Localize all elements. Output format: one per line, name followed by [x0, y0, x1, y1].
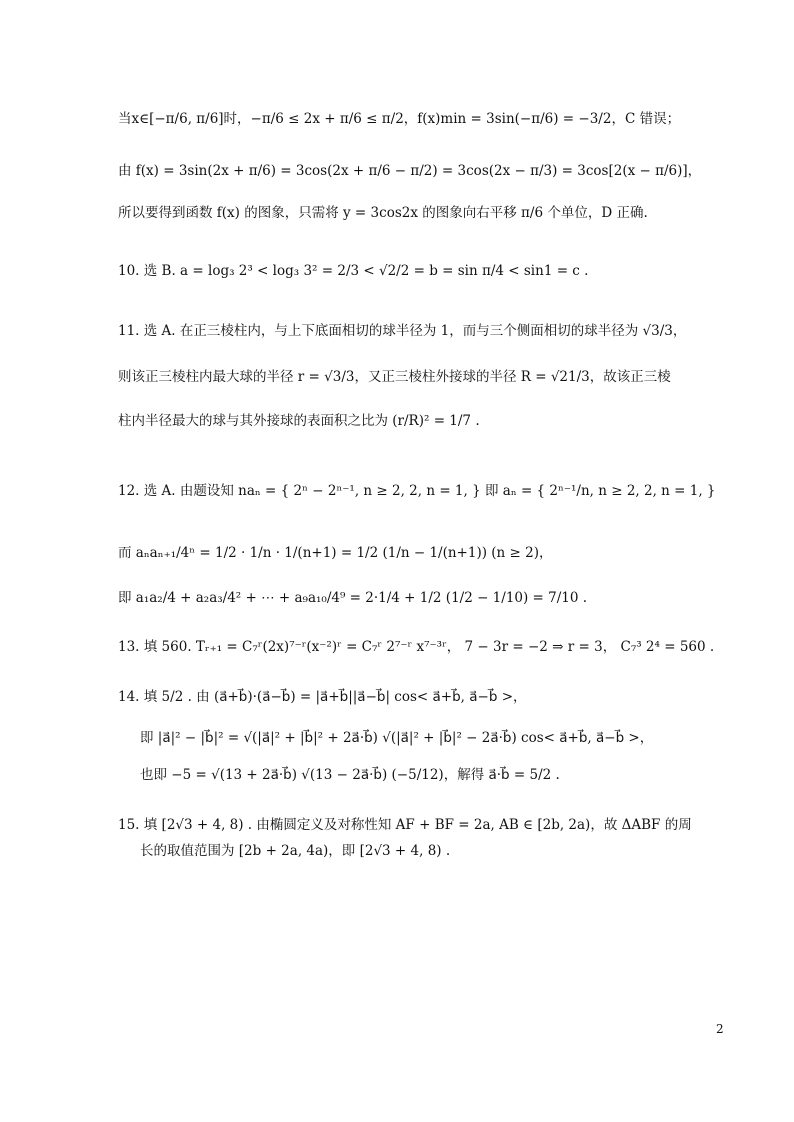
answer-12-line3: 即 a₁a₂/4 + a₂a₃/4² + ⋯ + a₉a₁₀/4⁹ = 2·1/4 + 1/2 (1/2 − 1/10) = 7/10 . [118, 590, 588, 606]
answer-14-line2: 即 |a⃗|² − |b⃗|² = √(|a⃗|² + |b⃗|² + 2a⃗·b⃗) √(|a⃗|² + |b⃗|² − 2a⃗·b⃗) cos< a⃗+b⃗, a⃗−b⃗ >， [140, 730, 654, 746]
page-number: 2 [716, 1022, 724, 1036]
line-9-d2: 所以要得到函数 f(x) 的图象，只需将 y = 3cos2x 的图象向右平移 π/6 个单位，D 正确. [118, 205, 648, 221]
answer-15-line1: 15. 填 [2√3 + 4, 8) . 由椭圆定义及对称性知 AF + BF = 2a, AB ∈ [2b, 2a)，故 ΔABF 的周 [118, 817, 692, 833]
answer-11-line3: 柱内半径最大的球与其外接球的表面积之比为 (r/R)² = 1/7 . [118, 413, 480, 429]
answer-12-line2: 而 aₙaₙ₊₁/4ⁿ = 1/2 · 1/n · 1/(n+1) = 1/2 (1/n − 1/(n+1)) (n ≥ 2)， [118, 545, 553, 561]
answer-11-line2: 则该正三棱柱内最大球的半径 r = √3/3，又正三棱柱外接球的半径 R = √21/3，故该正三棱 [118, 369, 671, 385]
line-9-d1: 由 f(x) = 3sin(2x + π/6) = 3cos(2x + π/6 − π/2) = 3cos(2x − π/3) = 3cos[2(x − π/6)]， [118, 163, 702, 179]
answer-14-line1: 14. 填 5/2 . 由 (a⃗+b⃗)·(a⃗−b⃗) = |a⃗+b⃗||a⃗−b⃗| cos< a⃗+b⃗, a⃗−b⃗ >， [118, 689, 527, 705]
answer-12-line1: 12. 选 A. 由题设知 naₙ = { 2ⁿ − 2ⁿ⁻¹, n ≥ 2, 2, n = 1, } 即 aₙ = { 2ⁿ⁻¹/n, n ≥ 2, 2, n = 1, } [118, 483, 716, 499]
answer-11-line1: 11. 选 A. 在正三棱柱内，与上下底面相切的球半径为 1，而与三个侧面相切的球半径为 √3/3， [118, 323, 687, 339]
answer-13: 13. 填 560. Tᵣ₊₁ = C₇ʳ(2x)⁷⁻ʳ(x⁻²)ʳ = C₇ʳ 2⁷⁻ʳ x⁷⁻³ʳ， 7 − 3r = −2 ⇒ r = 3， C₇³ 2⁴ = 560 . [118, 639, 715, 655]
answer-15-line2: 长的取值范围为 [2b + 2a, 4a)，即 [2√3 + 4, 8) . [140, 843, 451, 859]
answer-10: 10. 选 B. a = log₃ 2³ < log₃ 3² = 2/3 < √2/2 = b = sin π/4 < sin1 = c . [118, 263, 589, 279]
line-9-c: 当x∈[−π/6, π/6]时，−π/6 ≤ 2x + π/6 ≤ π/2，f(x)min = 3sin(−π/6) = −3/2，C 错误； [118, 111, 681, 127]
answer-14-line3: 也即 −5 = √(13 + 2a⃗·b⃗) √(13 − 2a⃗·b⃗) (−5/12)，解得 a⃗·b⃗ = 5/2 . [140, 767, 560, 783]
